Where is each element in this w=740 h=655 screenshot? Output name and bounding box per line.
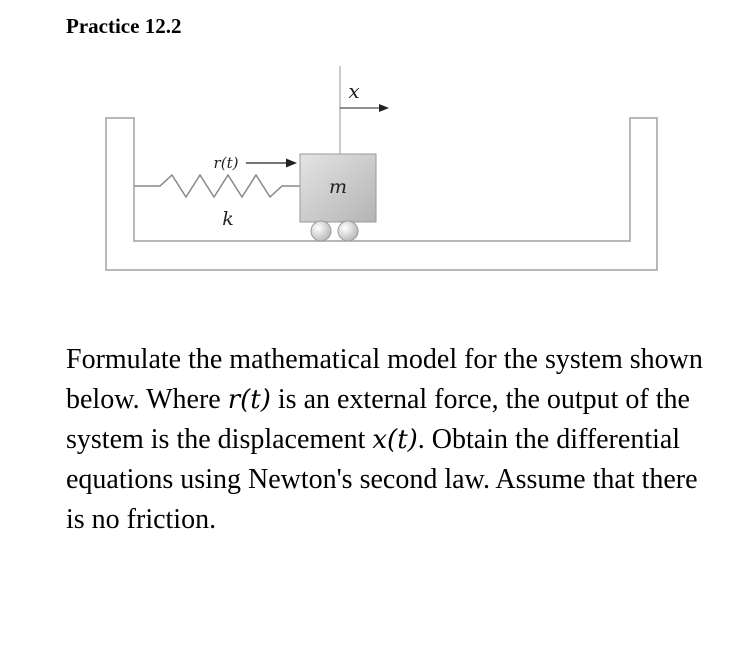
wheel-left xyxy=(311,221,331,241)
displacement-label: x xyxy=(348,79,360,103)
problem-text-1: Formulate the mathematical model for the system shown below. Where xyxy=(66,344,703,415)
spring-constant-label: k xyxy=(222,208,234,230)
mass-spring-diagram xyxy=(0,0,740,320)
displacement-arrowhead xyxy=(379,104,389,112)
practice-title: Practice 12.2 xyxy=(66,14,182,38)
force-symbol: r(t) xyxy=(227,385,271,415)
mass-label: m xyxy=(328,176,348,198)
displacement-symbol: x(t) xyxy=(372,425,418,455)
problem-text-3: . Obtain the differential equations using Newton's second law. Assume that there is no friction. xyxy=(66,424,698,535)
force-label: r(t) xyxy=(213,154,239,172)
force-arrowhead xyxy=(286,159,297,168)
problem-statement xyxy=(66,340,706,540)
problem-text-2: is an external force, the output of the system is the displacement xyxy=(66,384,690,455)
spring xyxy=(134,175,300,197)
wheel-right xyxy=(338,221,358,241)
